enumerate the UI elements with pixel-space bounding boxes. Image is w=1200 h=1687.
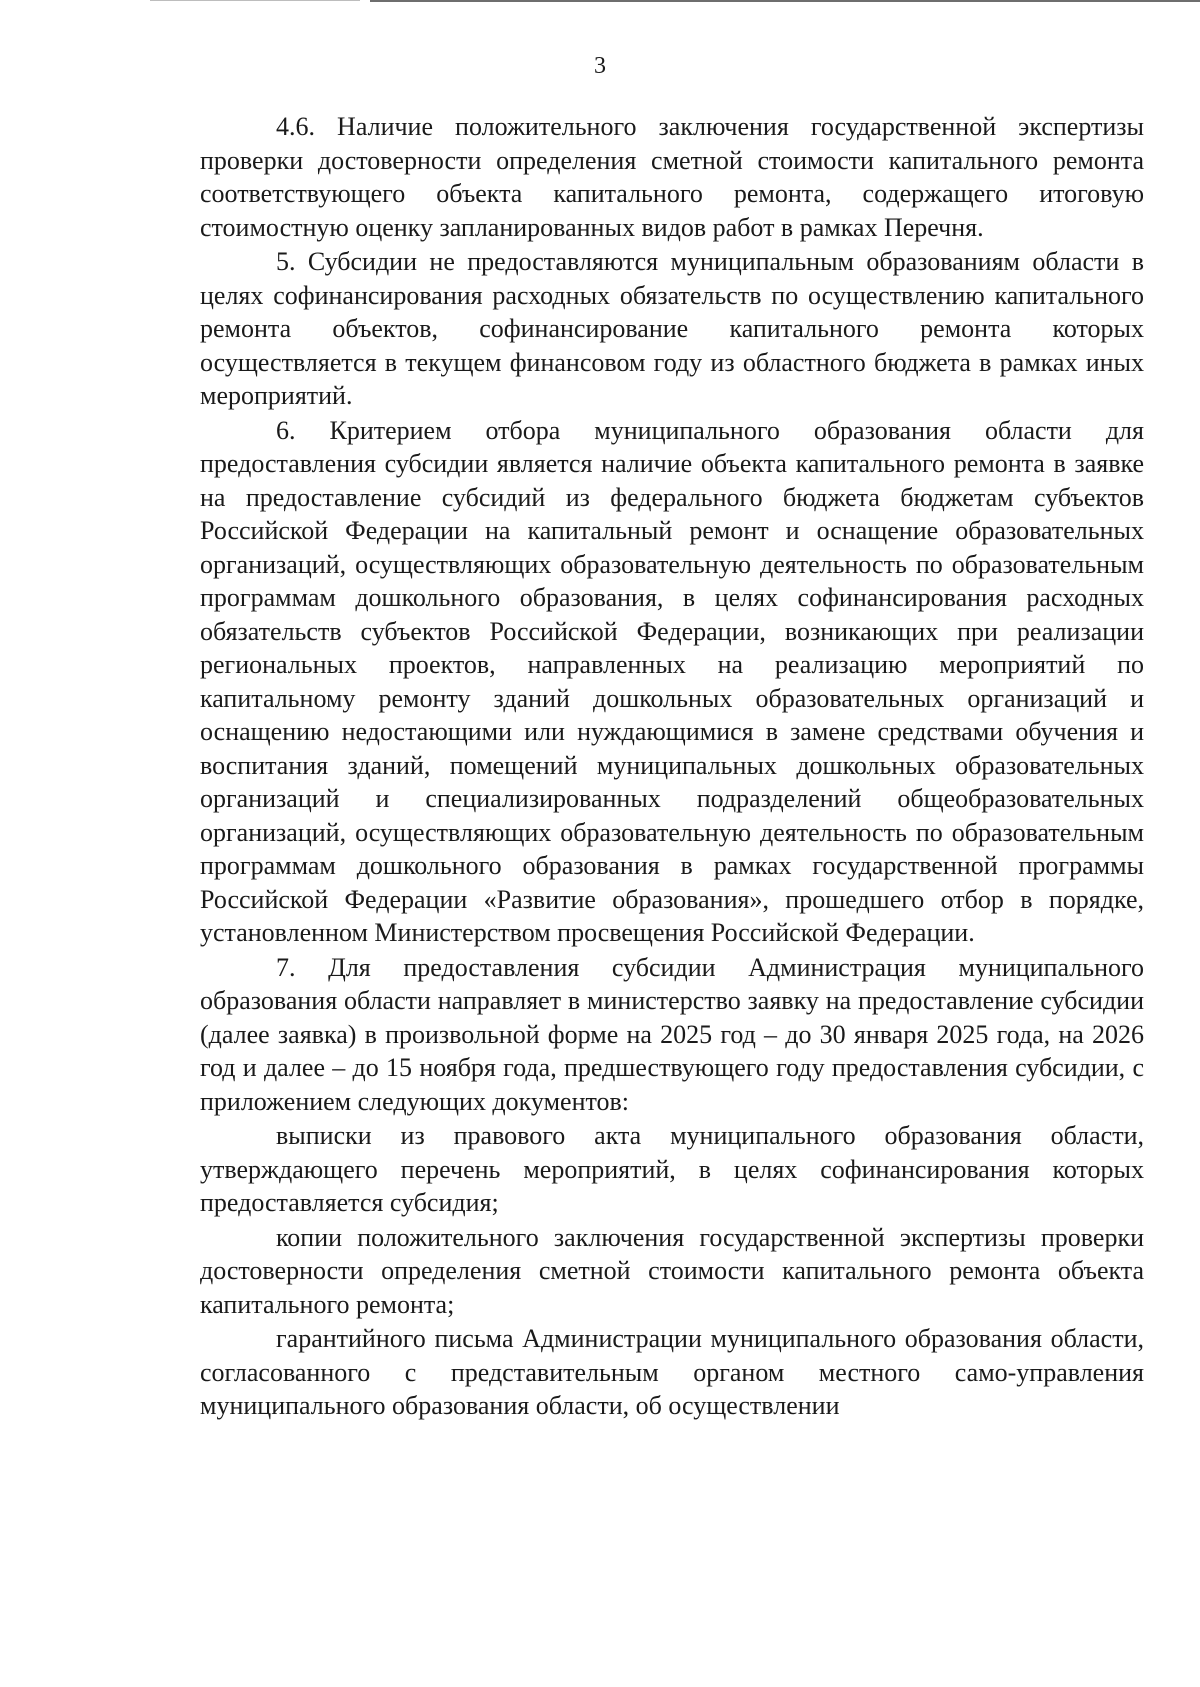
list-item-expertise-copy: копии положительного заключения государственной экспертизы проверки достоверности определения сметной стоимости капитального ремонта объекта капитального ремонта;: [200, 1222, 1144, 1319]
list-item-guarantee-letter: гарантийного письма Администрации муниципального образования области, согласованного с представительным органом местного само-управления муниципального образования области, об осуществлении: [200, 1324, 1144, 1420]
paragraph-4-6: 4.6. Наличие положительного заключения государственной экспертизы проверки достоверности определения сметной стоимости капитального ремонта соответствующего объекта капитального ремонта, содержащего итоговую стоимостную оценку запланированных видов работ в рамках Перечня.: [200, 112, 1144, 242]
paragraph-5: 5. Субсидии не предоставляются муниципальным образованиям области в целях софинансирования расходных обязательств по осуществлению капитального ремонта объектов, софинансирование капитального ремонта которых осуществляется в текущем финансовом году из областного бюджета в рамках иных мероприятий.: [200, 247, 1144, 410]
paragraph-7: 7. Для предоставления субсидии Администрация муниципального образования области направляет в министерство заявку на предоставление субсидии (далее заявка) в произвольной форме на 2025 год – до 30 января 2025 года, на 2026 год и далее – до 15 ноября года, предшествующего году предоставления субсидии, с приложением следующих документов:: [200, 952, 1144, 1116]
document-body: [200, 110, 1144, 1423]
list-item-extract: выписки из правового акта муниципального образования области, утверждающего перечень мероприятий, в целях софинансирования которых предоставляется субсидия;: [200, 1121, 1144, 1217]
page-number: 3: [594, 53, 606, 79]
paragraph-6: 6. Критерием отбора муниципального образования области для предоставления субсидии является наличие объекта капитального ремонта в заявке на предоставление субсидий из федерального бюджета бюджетам субъектов Российской Федерации на капитальный ремонт и оснащение образовательных организаций, осуществляющих образовательную деятельность по образовательным программам дошкольного образования, в целях софинансирования расходных обязательств субъектов Российской Федерации, возникающих при реализации региональных проектов, направленных на реализацию мероприятий по капитальному ремонту зданий дошкольных образовательных организаций и оснащению недостающими или нуждающимися в замене средствами обучения и воспитания зданий, помещений муниципальных дошкольных образовательных организаций и специализированных подразделений общеобразовательных организаций, осуществляющих образовательную деятельность по образовательным программам дошкольного образования в рамках государственной программы Российской Федерации «Развитие образования», прошедшего отбор в порядке, установленном Министерством просвещения Российской Федерации.: [200, 415, 1144, 947]
scan-edge-line: [370, 0, 1200, 2]
scan-edge-line-left: [150, 0, 360, 1]
